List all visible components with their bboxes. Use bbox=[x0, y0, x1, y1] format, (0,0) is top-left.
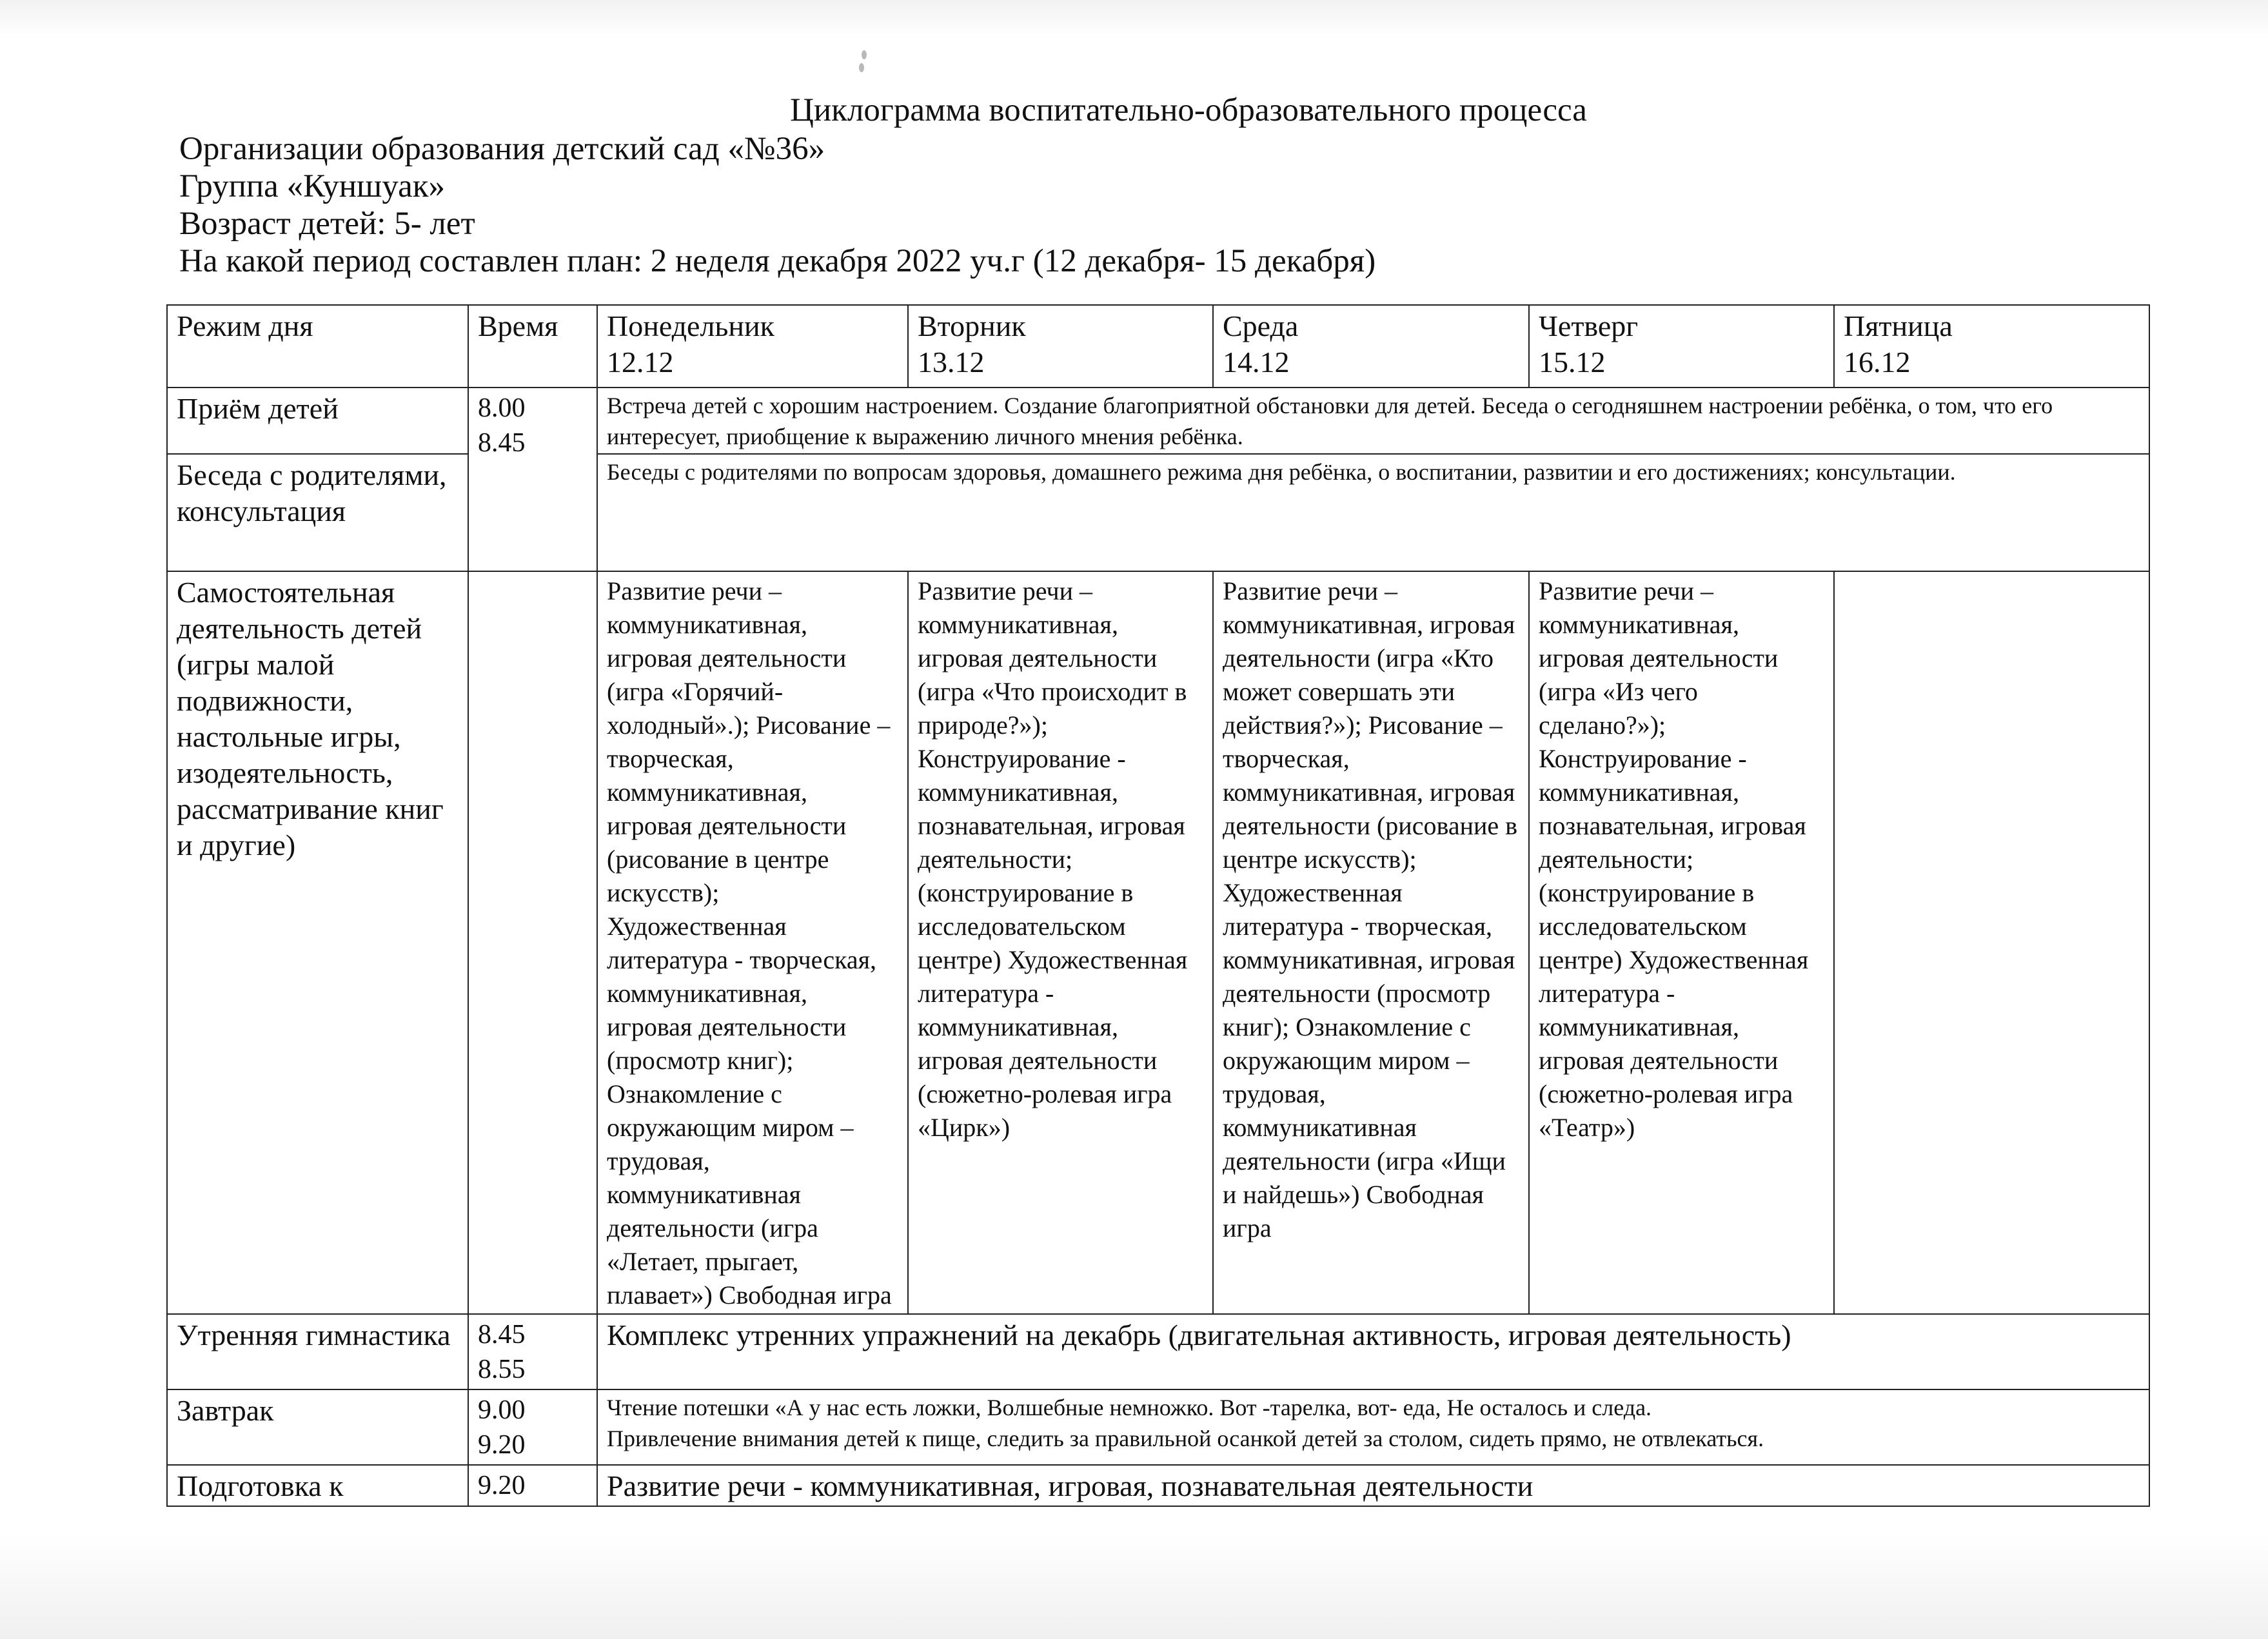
scan-speck bbox=[862, 50, 867, 59]
table-row-reception bbox=[167, 388, 2149, 454]
age-line: Возраст детей: 5- лет bbox=[179, 206, 475, 242]
day-name: Понедельник bbox=[607, 309, 774, 342]
header-wednesday bbox=[1213, 305, 1529, 388]
breakfast-line-1: Чтение потешки «А у нас есть ложки, Волшебные немножко. Вот -тарелка, вот- еда, Не осталось и следа. bbox=[607, 1395, 1652, 1420]
table-row-gymnastics bbox=[167, 1314, 2149, 1389]
independent-time bbox=[468, 571, 597, 1314]
preparation-text: Развитие речи - коммуникативная, игровая, познавательная деятельности bbox=[597, 1465, 2149, 1506]
gymnastics-time bbox=[468, 1314, 597, 1389]
independent-thursday: Развитие речи – коммуникативная, игровая деятельности (игра «Из чего сделано?»); Конструирование - коммуникативная, познавательная, игровая деятельности; (конструирование в исследовательском центре) Художественная литература - коммуникативная, игровая деятельности (сюжетно-ролевая игра «Театр») bbox=[1529, 571, 1834, 1314]
day-date: 14.12 bbox=[1223, 346, 1290, 378]
time-start: 8.00 bbox=[478, 393, 526, 423]
header-monday bbox=[597, 305, 908, 388]
independent-label: Самостоятельная деятельность детей (игры малой подвижности, настольные игры, изодеятельность, рассматривание книг и другие) bbox=[167, 571, 468, 1314]
independent-wednesday: Развитие речи – коммуникативная, игровая деятельности (игра «Кто может совершать эти действия?»); Рисование – творческая, коммуникативная, игровая деятельности (рисование в центре искусств); Художественная литература - творческая, коммуникативная, игровая деятельности (просмотр книг); Ознакомление с окружающим миром – трудовая, коммуникативная деятельности (игра «Ищи и найдешь») Свободная игра bbox=[1213, 571, 1529, 1314]
reception-label: Приём детей bbox=[167, 388, 468, 454]
table-row-parents bbox=[167, 454, 2149, 571]
table-row-preparation bbox=[167, 1465, 2149, 1506]
scan-speck bbox=[859, 63, 864, 72]
document-title: Циклограмма воспитательно-образовательного процесса bbox=[790, 92, 1587, 128]
gymnastics-label: Утренняя гимнастика bbox=[167, 1314, 468, 1389]
time-end: 8.55 bbox=[478, 1355, 526, 1384]
parents-label: Беседа с родителями, консультация bbox=[167, 454, 468, 571]
group-line: Группа «Куншуак» bbox=[179, 168, 446, 204]
day-name: Четверг bbox=[1539, 309, 1639, 342]
day-date: 16.12 bbox=[1844, 346, 1911, 378]
breakfast-time bbox=[468, 1389, 597, 1465]
header-thursday bbox=[1529, 305, 1834, 388]
breakfast-line-2: Привлечение внимания детей к пище, следить за правильной осанкой детей за столом, сидеть прямо, не отвлекаться. bbox=[607, 1425, 1764, 1451]
time-start: 8.45 bbox=[478, 1320, 526, 1349]
table-row-independent bbox=[167, 571, 2149, 1314]
time-end: 8.45 bbox=[478, 428, 526, 458]
independent-monday: Развитие речи – коммуникативная, игровая деятельности (игра «Горячий-холодный».); Рисование – творческая, коммуникативная, игровая деятельности (рисование в центре искусств); Художественная литература - творческая, коммуникативная, игровая деятельности (просмотр книг); Ознакомление с окружающим миром – трудовая, коммуникативная деятельности (игра «Летает, прыгает, плавает») Свободная игра bbox=[597, 571, 908, 1314]
breakfast-text bbox=[597, 1389, 2149, 1465]
schedule-table bbox=[166, 304, 2150, 1507]
reception-text: Встреча детей с хорошим настроением. Создание благоприятной обстановки для детей. Беседа о сегодняшнем настроении ребёнка, о том, что его интересует, приобщение к выражению личного мнения ребёнка. bbox=[597, 388, 2149, 454]
day-date: 15.12 bbox=[1539, 346, 1606, 378]
header-mode: Режим дня bbox=[167, 305, 468, 388]
time-start: 9.00 bbox=[478, 1395, 526, 1425]
preparation-label: Подготовка к bbox=[167, 1465, 468, 1506]
organization-line: Организации образования детский сад «№36» bbox=[179, 131, 825, 167]
header-tuesday bbox=[908, 305, 1213, 388]
preparation-time: 9.20 bbox=[468, 1465, 597, 1506]
day-date: 12.12 bbox=[607, 346, 674, 378]
gymnastics-text: Комплекс утренних упражнений на декабрь (двигательная активность, игровая деятельность) bbox=[597, 1314, 2149, 1389]
table-row-breakfast bbox=[167, 1389, 2149, 1465]
breakfast-label: Завтрак bbox=[167, 1389, 468, 1465]
period-line: На какой период составлен план: 2 неделя декабря 2022 уч.г (12 декабря- 15 декабря) bbox=[179, 243, 1376, 279]
header-time: Время bbox=[468, 305, 597, 388]
time-end: 9.20 bbox=[478, 1430, 526, 1460]
header-friday bbox=[1834, 305, 2149, 388]
day-name: Пятница bbox=[1844, 309, 1953, 342]
day-name: Вторник bbox=[918, 309, 1026, 342]
document-header bbox=[179, 90, 2146, 280]
reception-time bbox=[468, 388, 597, 571]
day-date: 13.12 bbox=[918, 346, 985, 378]
independent-friday bbox=[1834, 571, 2149, 1314]
day-name: Среда bbox=[1223, 309, 1299, 342]
table-header-row bbox=[167, 305, 2149, 388]
independent-tuesday: Развитие речи – коммуникативная, игровая деятельности (игра «Что происходит в природе?»); Конструирование - коммуникативная, познавательная, игровая деятельности; (конструирование в исследовательском центре) Художественная литература - коммуникативная, игровая деятельности (сюжетно-ролевая игра «Цирк») bbox=[908, 571, 1213, 1314]
parents-text: Беседы с родителями по вопросам здоровья, домашнего режима дня ребёнка, о воспитании, развитии и его достижениях; консультации. bbox=[597, 454, 2149, 571]
